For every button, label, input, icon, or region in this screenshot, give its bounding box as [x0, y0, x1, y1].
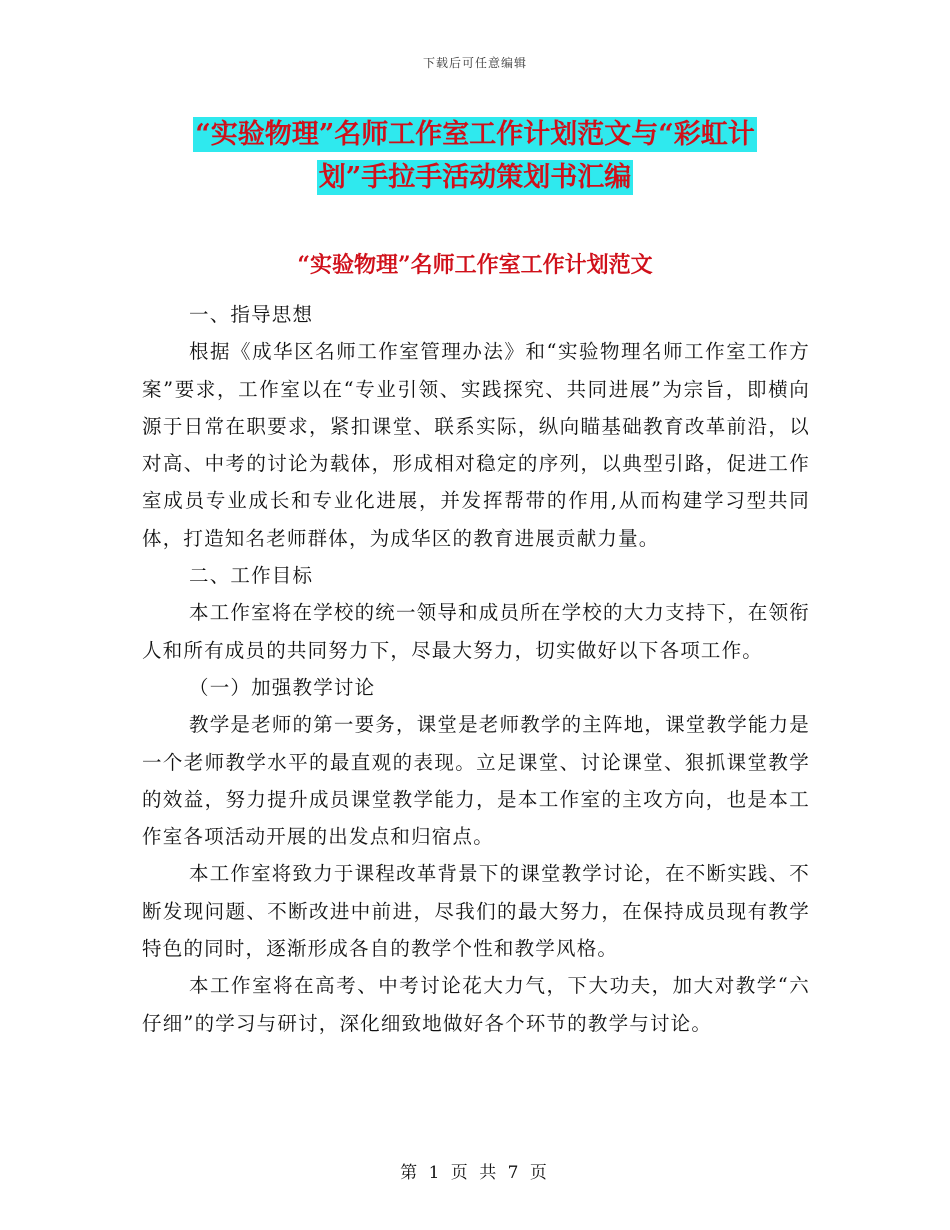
paragraph: 本工作室将在学校的统一领导和成员所在学校的大力支持下，在领衔人和所有成员的共同努力下，尽最大努力，切实做好以下各项工作。 [142, 601, 811, 662]
section-title: “实验物理”名师工作室工作计划范文 [297, 252, 653, 278]
heading-guiding-thought: 一、指导思想 [189, 303, 314, 326]
page-header-note: 下载后可任意编辑 [422, 56, 527, 70]
document-title-line-2 [0, 155, 950, 194]
paragraph: 本工作室将致力于课程改革背景下的课堂教学讨论，在不断实践、不断发现问题、不断改进中前进，尽我们的最大努力，在保持成员现有教学特色的同时，逐渐形成各自的教学个性和教学风格。 [142, 862, 811, 961]
paragraph: 教学是老师的第一要务，课堂是老师教学的主阵地，课堂教学能力是一个老师教学水平的最直观的表现。立足课堂、讨论课堂、狠抓课堂教学的效益，努力提升成员课堂教学能力，是本工作室的主攻方向，也是本工作室各项活动开展的出发点和归宿点。 [142, 713, 811, 849]
paragraph: 本工作室将在高考、中考讨论花大力气，下大功夫，加大对教学“六仔细”的学习与研讨，深化细致地做好各个环节的教学与讨论。 [142, 974, 810, 1035]
paragraph: 根据《成华区名师工作室管理办法》和“实验物理名师工作室工作方案”要求，工作室以在“专业引领、实践探究、共同进展”为宗旨，即横向源于日常在职要求，紧扣课堂、联系实际，纵向瞄基础教育改革前沿，以对高、中考的讨论为载体，形成相对稳定的序列，以典型引路，促进工作室成员专业成长和专业化进展，并发挥帮带的作用,从而构建学习型共同体，打造知名老师群体，为成华区的教育进展贡献力量。 [142, 340, 810, 550]
page-number: 第 1 页 共 7 页 [400, 1163, 550, 1183]
heading-teaching-research: （一）加强教学讨论 [189, 675, 376, 699]
title-highlight-1: “实验物理”名师工作室工作计划范文与“彩虹计 [195, 119, 755, 150]
document-title-line-1 [0, 112, 950, 151]
heading-work-goals: 二、工作目标 [189, 564, 314, 588]
document-body [142, 296, 810, 1042]
title-highlight-2: 划”手拉手活动策划书汇编 [318, 162, 632, 193]
